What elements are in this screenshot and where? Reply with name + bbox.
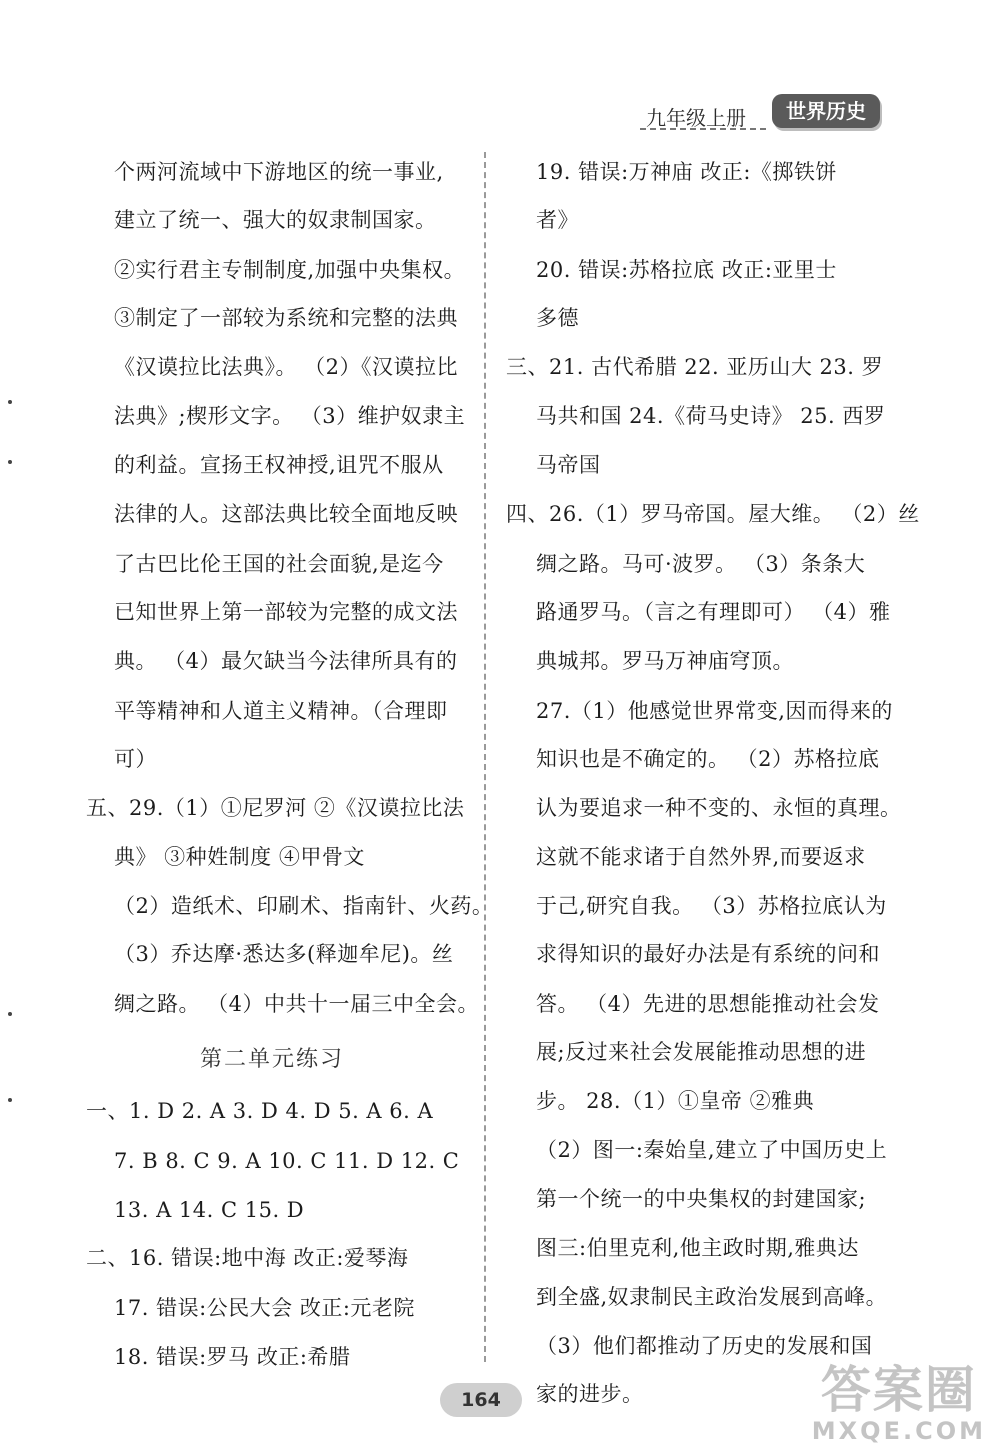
text-line: 认为要追求一种不变的、永恒的真理。 xyxy=(536,796,902,820)
text-line: 13. A 14. C 15. D xyxy=(114,1198,305,1222)
text-line: 19. 错误:万神庙 改正:《掷铁饼 xyxy=(536,160,837,184)
text-line: 求得知识的最好办法是有系统的问和 xyxy=(536,942,880,966)
margin-mark xyxy=(8,400,12,404)
watermark-logo xyxy=(812,1363,986,1445)
text-line: 27.（1）他感觉世界常变,因而得来的 xyxy=(536,699,893,723)
unit-title: 第二单元练习 xyxy=(200,1047,345,1072)
text-line: 可） xyxy=(114,747,157,771)
text-line: 这就不能求诸于自然外界,而要返求 xyxy=(536,845,866,869)
text-line: （2）图一:秦始皇,建立了中国历史上 xyxy=(536,1138,888,1162)
text-line: 知识也是不确定的。 （2）苏格拉底 xyxy=(536,747,880,771)
text-line: 典》 ③种姓制度 ④甲骨文 xyxy=(114,845,365,869)
text-line: 马帝国 xyxy=(536,453,601,477)
text-line: 二、16. 错误:地中海 改正:爱琴海 xyxy=(86,1246,409,1270)
text-line: 多德 xyxy=(536,306,579,330)
text-line: 三、21. 古代希腊 22. 亚历山大 23. 罗 xyxy=(506,355,884,379)
text-line: 四、26.（1）罗马帝国。屋大维。 （2）丝 xyxy=(506,502,920,526)
text-line: 于己,研究自我。 （3）苏格拉底认为 xyxy=(536,894,887,918)
column-divider xyxy=(484,152,486,1362)
text-line: 到全盛,奴隶制民主政治发展到高峰。 xyxy=(536,1285,888,1309)
text-line: 17. 错误:公民大会 改正:元老院 xyxy=(114,1296,415,1320)
text-line: 图三:伯里克利,他主政时期,雅典达 xyxy=(536,1236,859,1260)
text-line: 家的进步。 xyxy=(536,1382,644,1406)
text-line: （2）造纸术、印刷术、指南针、火药。 xyxy=(114,894,494,918)
watermark-text: 答案圈 xyxy=(820,1361,977,1419)
text-line: （3）乔达摩·悉达多(释迦牟尼)。丝 xyxy=(114,942,454,966)
text-line: 路通罗马。（言之有理即可） （4）雅 xyxy=(536,600,891,624)
text-line: 平等精神和人道主义精神。（合理即 xyxy=(114,699,448,723)
text-line: 了古巴比伦王国的社会面貌,是迄今 xyxy=(114,552,444,576)
text-line: 建立了统一、强大的奴隶制国家。 xyxy=(114,208,437,232)
text-line: 20. 错误:苏格拉底 改正:亚里士 xyxy=(536,258,837,282)
margin-mark xyxy=(8,460,12,464)
text-line: 个两河流域中下游地区的统一事业, xyxy=(114,160,444,184)
subject-badge: 世界历史 xyxy=(772,94,880,128)
text-line: 法律的人。这部法典比较全面地反映 xyxy=(114,502,458,526)
text-line: 马共和国 24.《荷马史诗》 25. 西罗 xyxy=(536,404,886,428)
text-line: 《汉谟拉比法典》。 （2）《汉谟拉比 xyxy=(114,355,459,379)
margin-mark xyxy=(8,1098,12,1102)
text-line: 典城邦。罗马万神庙穹顶。 xyxy=(536,649,794,673)
text-line: 18. 错误:罗马 改正:希腊 xyxy=(114,1345,351,1369)
text-line: 一、1. D 2. A 3. D 4. D 5. A 6. A xyxy=(86,1099,434,1123)
text-line: 五、29.（1）①尼罗河 ②《汉谟拉比法 xyxy=(86,796,465,820)
grade-label: 九年级上册 xyxy=(646,106,746,130)
text-line: 步。 28.（1）①皇帝 ②雅典 xyxy=(536,1089,815,1113)
text-line: 典。 （4）最欠缺当今法律所具有的 xyxy=(114,649,458,673)
text-line: 绸之路。马可·波罗。 （3）条条大 xyxy=(536,552,866,576)
text-line: 答。 （4）先进的思想能推动社会发 xyxy=(536,992,880,1016)
text-line: （3）他们都推动了历史的发展和国 xyxy=(536,1334,873,1358)
margin-mark xyxy=(8,1012,12,1016)
page-number: 164 xyxy=(440,1383,522,1417)
text-line: 已知世界上第一部较为完整的成文法 xyxy=(114,600,458,624)
text-line: ②实行君主专制制度,加强中央集权。 xyxy=(114,258,466,282)
text-line: 的利益。宣扬王权神授,诅咒不服从 xyxy=(114,453,444,477)
text-line: 7. B 8. C 9. A 10. C 11. D 12. C xyxy=(114,1149,460,1173)
text-line: 绸之路。 （4）中共十一届三中全会。 xyxy=(114,992,480,1016)
text-line: 第一个统一的中央集权的封建国家; xyxy=(536,1187,867,1211)
header-dashed-rule xyxy=(640,128,766,130)
text-line: 法典》;楔形文字。 （3）维护奴隶主 xyxy=(114,404,466,428)
text-line: 者》 xyxy=(536,208,579,232)
text-line: 展;反过来社会发展能推动思想的进 xyxy=(536,1040,867,1064)
watermark-url: MXQE.COM xyxy=(811,1417,986,1445)
text-line: ③制定了一部较为系统和完整的法典 xyxy=(114,306,458,330)
